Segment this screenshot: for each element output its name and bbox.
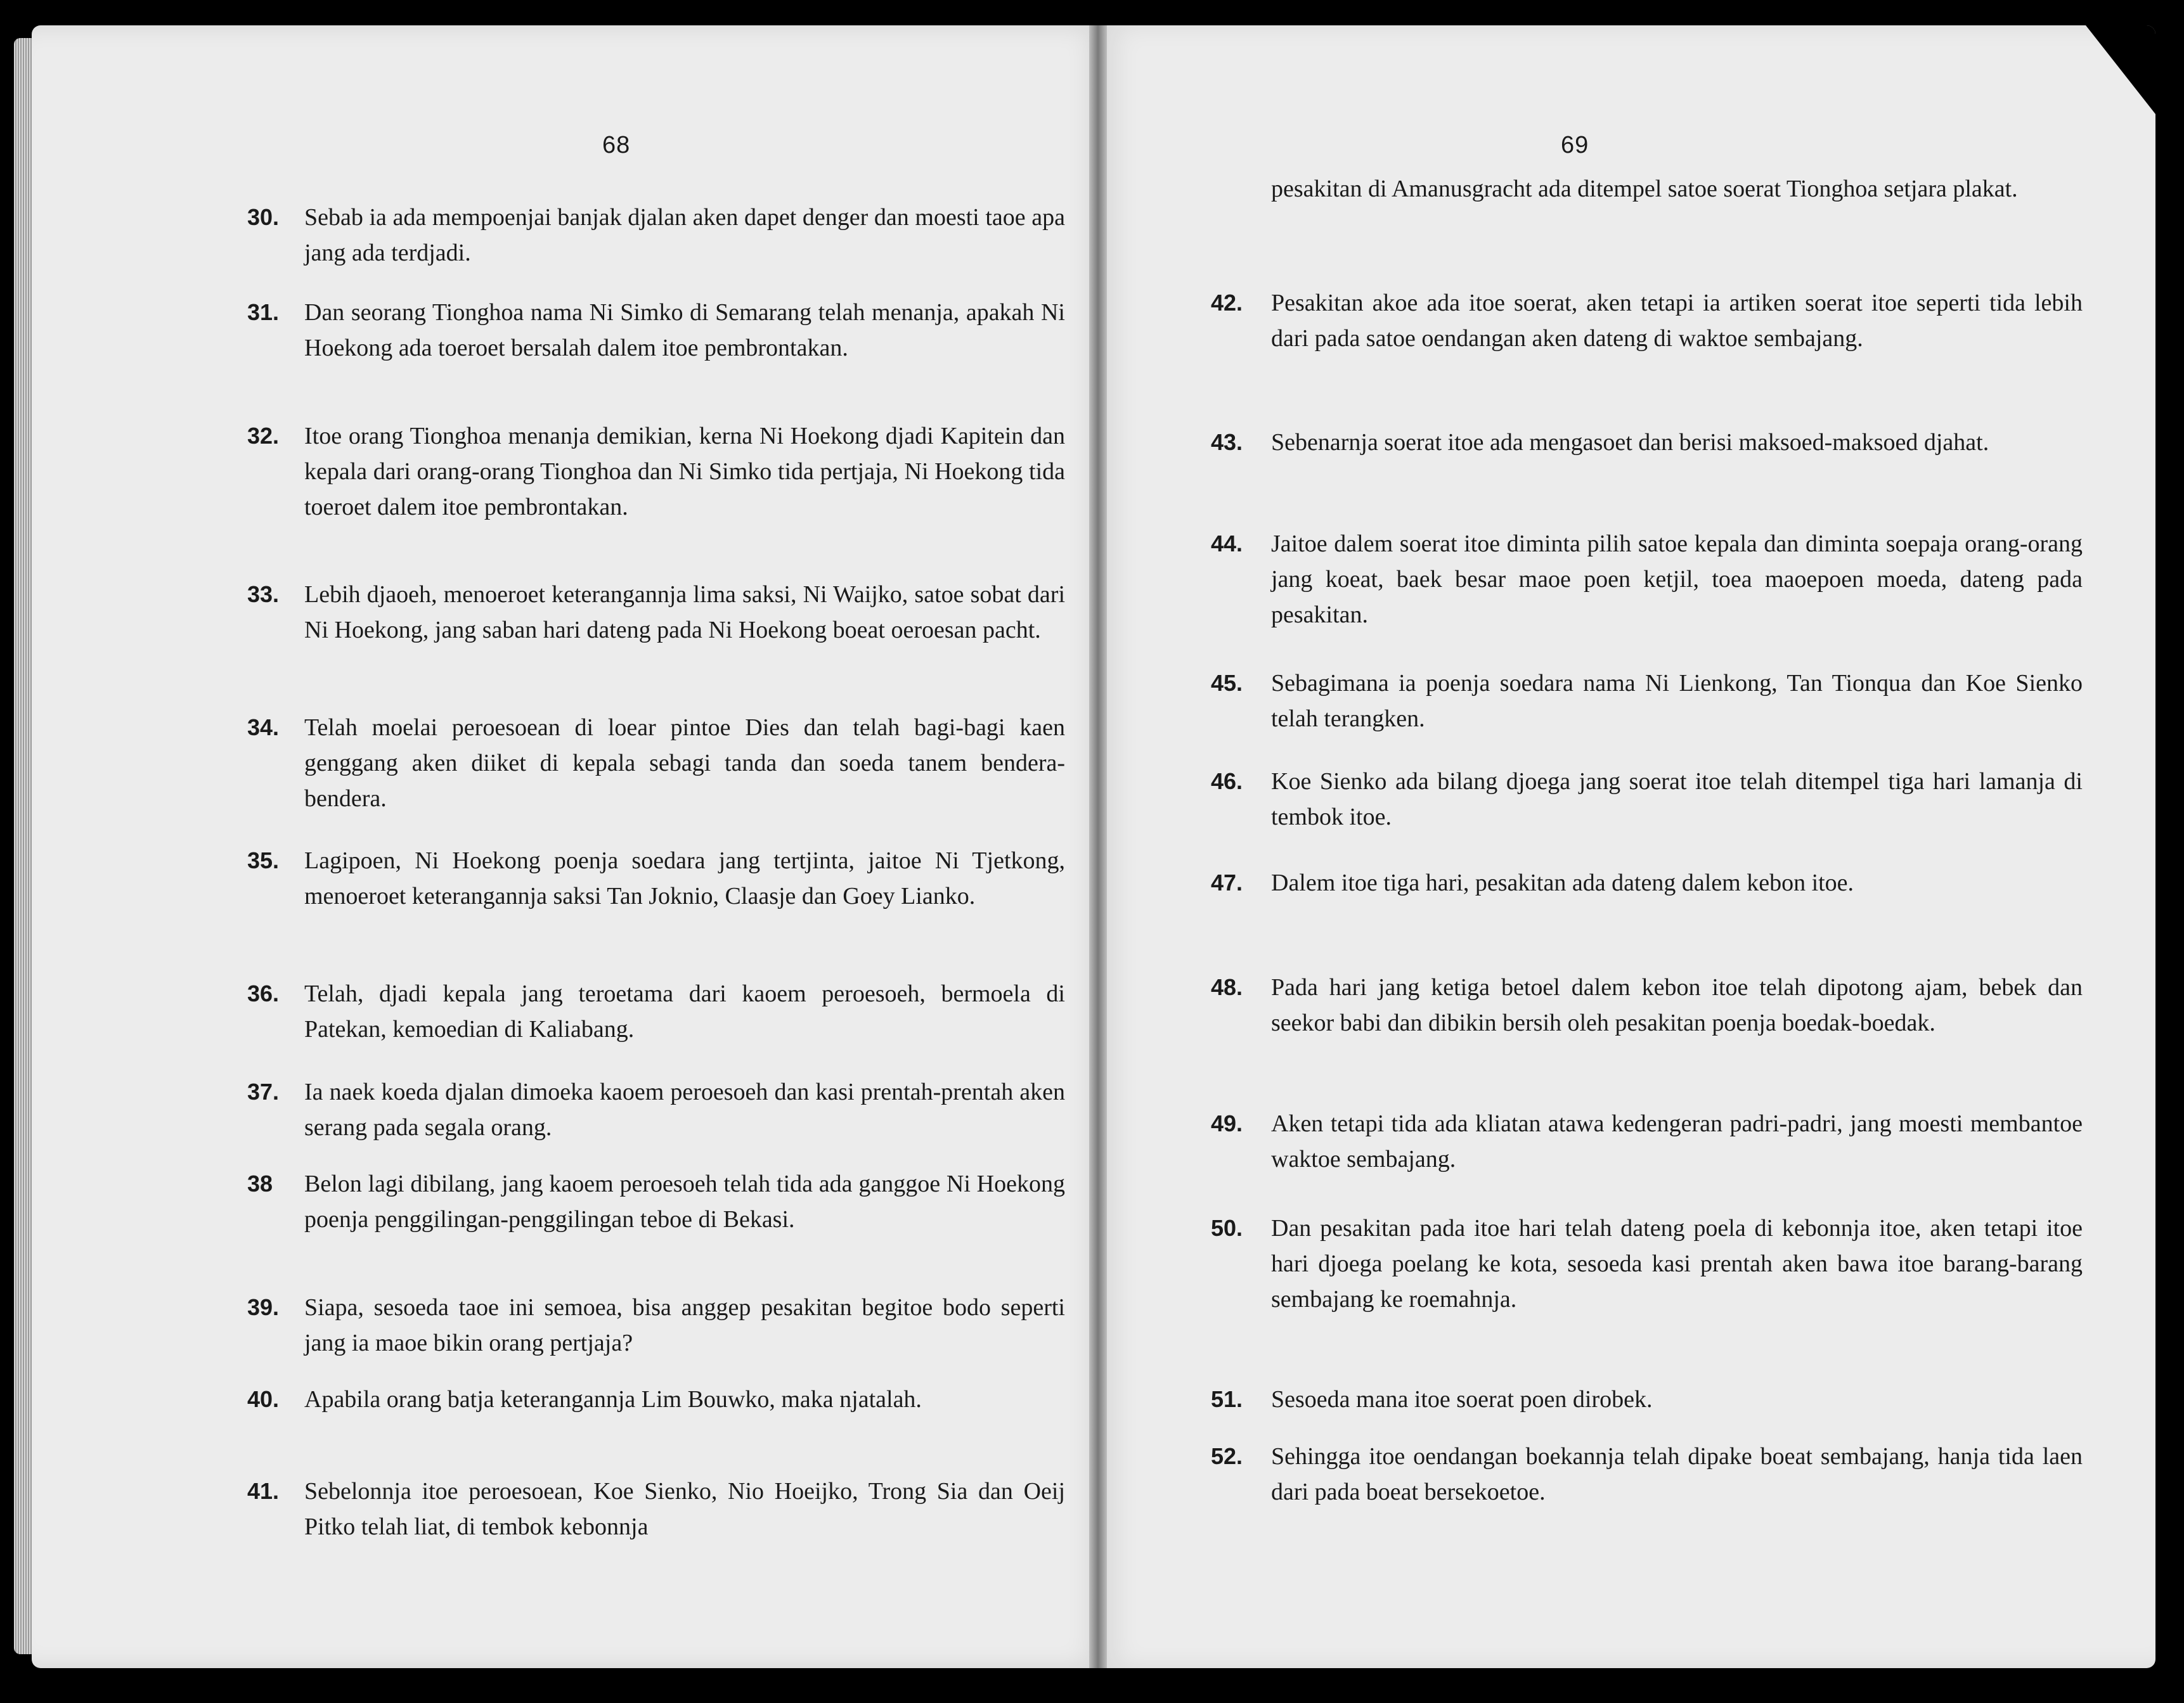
entry-number: 47.	[1211, 870, 1243, 896]
entry-43	[1211, 425, 2092, 496]
entry-39	[247, 1290, 1071, 1361]
entry-41	[247, 1474, 1071, 1545]
entry-number: 33.	[247, 581, 280, 607]
entry-text: Belon lagi dibilang, jang kaoem peroesoeh telah tida ada ganggoe Ni Hoekong poenja penggilingan-penggilingan teboe di Bekasi.	[304, 1171, 1065, 1233]
entry-number: 30.	[247, 204, 280, 230]
entry-text: Itoe orang Tionghoa menanja demikian, kerna Ni Hoekong djadi Kapitein dan kepala dari orang-orang Tionghoa dan Ni Simko tida pertjaja, Ni Hoekong tida toeroet dalem itoe pembrontakan.	[304, 423, 1065, 520]
page-stack-edge	[14, 38, 33, 1654]
entry-number: 44.	[1211, 530, 1243, 556]
entry-number: 52.	[1211, 1443, 1243, 1469]
entry-text: Jaitoe dalem soerat itoe diminta pilih satoe kepala dan diminta soepaja orang-orang jang koeat, baek besar maoe poen ketjil, toea maoepoen moeda, dateng pada pesakitan.	[1271, 530, 2083, 628]
entry-text: Telah, djadi kepala jang teroetama dari kaoem peroesoeh, bermoela di Patekan, kemoedian di Kaliabang.	[304, 980, 1065, 1043]
entry-text: Aken tetapi tida ada kliatan atawa kedengeran padri-padri, jang moesti membantoe waktoe sembajang.	[1271, 1110, 2083, 1173]
entry-text: Pada hari jang ketiga betoel dalem kebon itoe telah dipotong ajam, bebek dan seekor babi dan dibikin bersih oleh pesakitan poenja boedak-boedak.	[1271, 974, 2083, 1036]
entry-number: 42.	[1211, 290, 1243, 316]
page-number-left: 68	[602, 132, 631, 158]
entry-text: Apabila orang batja keterangannja Lim Bouwko, maka njatalah.	[304, 1386, 922, 1413]
entry-31	[247, 295, 1071, 401]
entry-47	[1211, 865, 2092, 936]
entry-30	[247, 200, 1071, 271]
entry-51	[1211, 1382, 2092, 1417]
entry-number: 46.	[1211, 768, 1243, 794]
entry-text: Sebelonnja itoe peroesoean, Koe Sienko, Nio Hoeijko, Trong Sia dan Oeij Pitko telah liat, di tembok kebonnja	[304, 1478, 1065, 1540]
entry-37	[247, 1074, 1071, 1145]
entry-number: 39.	[247, 1294, 280, 1320]
entry-text: Sebab ia ada mempoenjai banjak djalan aken dapet denger dan moesti taoe apa jang ada terdjadi.	[304, 204, 1065, 266]
entry-number: 49.	[1211, 1110, 1243, 1136]
continued-text: pesakitan di Amanusgracht ada ditempel satoe soerat Tionghoa setjara plakat.	[1271, 176, 2018, 202]
entry-50	[1211, 1211, 2092, 1353]
entry-text: Lebih djaoeh, menoeroet keterangannja lima saksi, Ni Waijko, satoe sobat dari Ni Hoekong, jang saban hari dateng pada Ni Hoekong boeat oeroesan pacht.	[304, 581, 1065, 643]
left-page	[32, 25, 1111, 1668]
entry-text: Koe Sienko ada bilang djoega jang soerat itoe telah ditempel tiga hari lamanja di tembok itoe.	[1271, 768, 2083, 830]
entry-number: 41.	[247, 1478, 280, 1504]
right-page	[1097, 25, 2155, 1668]
entry-36	[247, 976, 1071, 1047]
entry-40	[247, 1382, 1071, 1453]
entry-33	[247, 577, 1071, 683]
entry-text: Lagipoen, Ni Hoekong poenja soedara jang tertjinta, jaitoe Ni Tjetkong, menoeroet keterangannja saksi Tan Joknio, Claasje dan Goey Lianko.	[304, 847, 1065, 909]
entry-42	[1211, 285, 2092, 392]
entry-text: Sehingga itoe oendangan boekannja telah dipake boeat sembajang, hanja tida laen dari pada boeat bersekoetoe.	[1271, 1443, 2083, 1505]
page-number-right: 69	[1561, 132, 1589, 158]
entry-text: Dan pesakitan pada itoe hari telah dateng poela di kebonnja itoe, aken tetapi itoe hari djoega poelang ke kota, sesoeda kasi prentah aken bawa itoe barang-barang sembajang ke roemahnja.	[1271, 1215, 2083, 1313]
entry-text: Sebenarnja soerat itoe ada mengasoet dan berisi maksoed-maksoed djahat.	[1271, 429, 1989, 456]
entry-44	[1211, 526, 2092, 633]
entry-48	[1211, 970, 2092, 1076]
entry-46	[1211, 764, 2092, 835]
entry-34	[247, 710, 1071, 816]
entry-text: Telah moelai peroesoean di loear pintoe Dies dan telah bagi-bagi kaen genggang aken diiket di kepala sebagi tanda dan soeda tanem bendera-bendera.	[304, 714, 1065, 812]
book-spine	[1089, 25, 1107, 1668]
entry-38	[247, 1166, 1071, 1273]
entry-text: Sesoeda mana itoe soerat poen dirobek.	[1271, 1386, 1653, 1413]
entry-35	[247, 843, 1071, 949]
entry-text: Dan seorang Tionghoa nama Ni Simko di Semarang telah menanja, apakah Ni Hoekong ada toeroet bersalah dalem itoe pembrontakan.	[304, 299, 1065, 361]
entry-text: Pesakitan akoe ada itoe soerat, aken tetapi ia artiken soerat itoe seperti tida lebih dari pada satoe oendangan aken dateng di waktoe sembajang.	[1271, 290, 2083, 352]
entry-number: 37.	[247, 1079, 280, 1105]
entry-text: Siapa, sesoeda taoe ini semoea, bisa anggep pesakitan begitoe bodo seperti jang ia maoe bikin orang pertjaja?	[304, 1294, 1065, 1356]
entry-text: Dalem itoe tiga hari, pesakitan ada dateng dalem kebon itoe.	[1271, 870, 1854, 896]
entry-number: 32.	[247, 423, 280, 449]
entry-text: Sebagimana ia poenja soedara nama Ni Lienkong, Tan Tionqua dan Koe Sienko telah terangken.	[1271, 670, 2083, 732]
entry-32	[247, 418, 1071, 560]
entry-49	[1211, 1106, 2092, 1177]
entry-number: 34.	[247, 714, 280, 740]
entry-number: 40.	[247, 1386, 280, 1412]
entry-number: 48.	[1211, 974, 1243, 1000]
entry-number: 51.	[1211, 1386, 1243, 1412]
entry-52	[1211, 1439, 2092, 1510]
entry-number: 35.	[247, 847, 280, 873]
entry-number: 38	[247, 1171, 273, 1197]
entry-number: 50.	[1211, 1215, 1243, 1241]
entry-number: 45.	[1211, 670, 1243, 696]
entry-number: 36.	[247, 980, 280, 1006]
folded-corner	[2086, 25, 2155, 114]
entry-45	[1211, 665, 2092, 736]
entry-number: 31.	[247, 299, 280, 325]
entry-number: 43.	[1211, 429, 1243, 455]
entry-text: Ia naek koeda djalan dimoeka kaoem peroesoeh dan kasi prentah-prentah aken serang pada segala orang.	[304, 1079, 1065, 1141]
